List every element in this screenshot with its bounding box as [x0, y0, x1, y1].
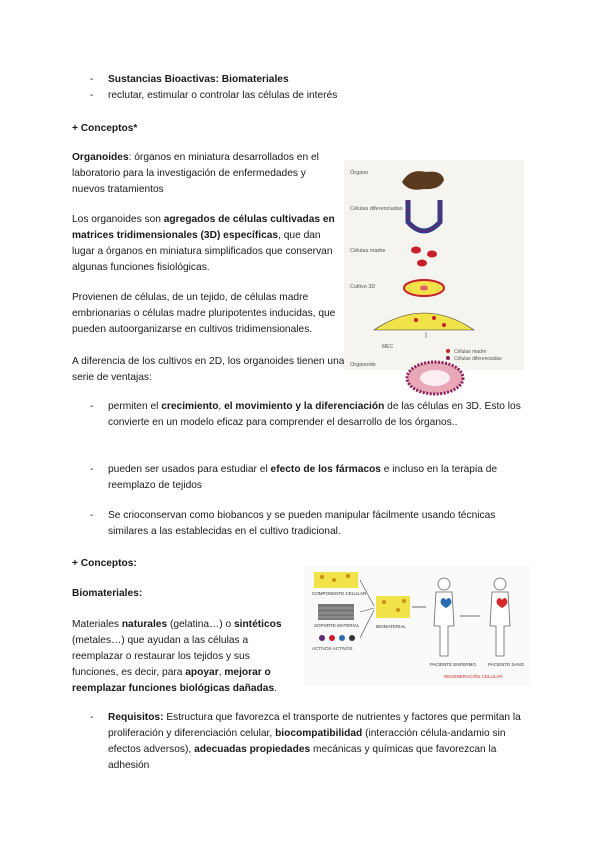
- stem-cell: [411, 247, 421, 254]
- list-item: Sustancias Bioactivas: Biomateriales: [108, 74, 289, 85]
- culture-cell: [420, 286, 428, 291]
- legend-diff: Células diferenciadas: [454, 356, 502, 362]
- label-organo: Órgano: [350, 170, 369, 176]
- list-item: permiten el crecimiento, el movimiento y la diferenciación de las células en 3D. Esto los convierte en un modelo eficaz para comprender el desarrollo de los órganos..: [108, 401, 521, 428]
- requisitos-paragraph: Requisitos: Estructura que favorezca el transporte de nutrientes y factores que permitan la proliferación y diferenciación celular, biocompatibilidad (interacción célula-andamio sin efectos adversos), adecuadas propiedades mecánicas y químicas que favorezcan la adhesión: [108, 712, 521, 771]
- scaffold-box: [318, 604, 354, 620]
- biomateriales-paragraph: Materiales naturales (gelatina…) o sintéticos (metales…) que ayudan a las células a reemplazar o restaurar los tejidos y sus funciones, es decir, para apoyar, mejorar o reemplazar funciones biológicas dañadas.: [72, 619, 282, 694]
- section-heading: + Conceptos:: [72, 558, 137, 569]
- stem-cell: [417, 260, 427, 267]
- section-heading: + Conceptos*: [72, 123, 138, 134]
- organoid-shape: [390, 360, 480, 402]
- label-regeneration: REGENERACIÓN CELULAR: [444, 674, 503, 679]
- organoides-definition: Organoides: órganos en miniatura desarrollados en el laboratorio para la investigación de enfermedades y nuevos tratamientos: [72, 152, 319, 195]
- legend-stem: Células madre: [454, 349, 487, 355]
- list-item: reclutar, estimular o controlar las células de interés: [108, 90, 338, 101]
- label-madre: Células madre: [350, 248, 386, 254]
- bullet-dash: -: [90, 401, 94, 412]
- list-item: Se crioconservan como biobancos y se pueden manipular fácilmente usando técnicas similares a las establecidas en el cultivo tradicional.: [108, 510, 496, 537]
- matrix-cell: [442, 323, 446, 327]
- label-support: SOPORTE MATERIAL: [314, 623, 360, 628]
- organoid-diagram: [344, 160, 524, 370]
- matrix-cell: [432, 316, 436, 320]
- label-diferenciadas: Células diferenciadas: [350, 206, 403, 212]
- label-actives: ACTIVOS ACTIVOS: [312, 646, 353, 651]
- biomateriales-title: Biomateriales:: [72, 588, 143, 599]
- bullet-dash: -: [90, 712, 94, 723]
- bullet-dash: -: [90, 510, 94, 521]
- matrix-cell: [414, 318, 418, 322]
- organoides-advantages-intro: A diferencia de los cultivos en 2D, los organoides tienen una serie de ventajas:: [72, 356, 345, 383]
- biomaterial-diagram: [304, 566, 530, 686]
- label-biomaterial: BIOMATERIAL: [376, 624, 406, 629]
- list-item: pueden ser usados para estudiar el efecto de los fármacos e incluso en la terapia de reemplazo de tejidos: [108, 464, 498, 491]
- bullet-dash: -: [90, 74, 94, 85]
- legend-stem-dot: [446, 349, 450, 353]
- stem-cell: [427, 251, 437, 258]
- label-sick: PACIENTE ENFERMO: [430, 662, 476, 667]
- label-cultivo: Cultivo 3D: [350, 284, 376, 290]
- diagram-background: [344, 160, 524, 370]
- bullet-dash: -: [90, 464, 94, 475]
- label-organoide: Organoide: [350, 362, 376, 368]
- label-mec: MEC: [382, 344, 394, 350]
- bullet-dash: -: [90, 90, 94, 101]
- label-healthy: PACIENTE SANO: [488, 662, 525, 667]
- organoides-origin: Provienen de células, de un tejido, de células madre embrionarias o células madre pluripotentes inducidas, que pueden autoorganizarse en cultivos tridimensionales.: [72, 292, 336, 335]
- organoides-paragraph: Los organoides son agregados de células cultivadas en matrices tridimensionales (3D) específicas, que dan lugar a órganos en miniatura simplificados que conservan algunas funciones fisiológicas.: [72, 214, 335, 273]
- label-component: COMPONENTE CELULAR: [312, 591, 367, 596]
